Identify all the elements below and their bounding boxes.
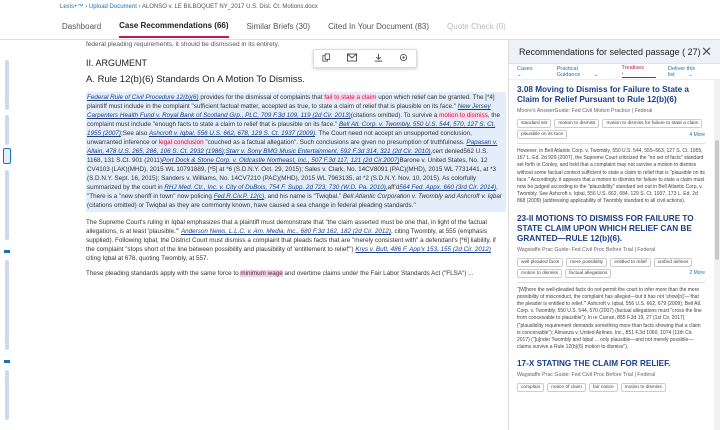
tab-quote-check: Quote Check (0) — [447, 22, 506, 31]
panel-header — [509, 40, 720, 64]
passage-text: (citations omitted) or Twiqbal as they are commonly known, have caused a sea change in federal pleading standards." — [87, 202, 416, 209]
result-title[interactable]: 23-II MOTIONS TO DISMISS FOR FAILURE TO STATE CLAIM UPON WHICH RELIEF CAN BE GRANTED—RULE 12(b)(6). — [517, 213, 694, 243]
minimap-segment[interactable] — [5, 60, 9, 110]
deliver-list-button[interactable]: Deliver this list ⌄ — [667, 65, 696, 78]
citation-link[interactable]: Bell Atl. Corp. v. Twombly, 550 U.S. 544, 570, 127 S. Ct. 1955 (2007) — [87, 121, 496, 137]
close-icon[interactable]: ✕ — [701, 44, 712, 59]
panel-title: Recommendations for selected passage ( 27) — [519, 46, 701, 57]
minimap-current-position[interactable] — [3, 148, 11, 164]
result-tags — [517, 119, 705, 139]
doc-paragraph[interactable] — [86, 269, 506, 278]
tag-chip[interactable]: motion to dismiss for failure to state a claim — [602, 119, 702, 128]
passage-text: (citations omitted). To survive a — [350, 112, 440, 119]
minimap-marker[interactable] — [4, 360, 10, 363]
passage-text: provides for the dismissal of complaints that — [198, 94, 325, 101]
highlighted-term[interactable]: legal conclusion — [158, 139, 204, 146]
scrollbar-thumb[interactable] — [715, 140, 719, 260]
recommendations-panel — [508, 40, 720, 430]
minimap-segment[interactable] — [5, 170, 9, 240]
passage-text: Bell Atlantic Corporation v. Twombly and Ashcroft v. Iqbal — [342, 193, 502, 200]
citation-link[interactable]: Papasan v. Allain, 478 U.S. 265, 286, 106 S. Ct. 2932 (1986) — [87, 139, 498, 155]
settings-icon[interactable] — [399, 53, 408, 64]
highlighted-term[interactable]: fail to state a claim — [324, 94, 377, 101]
doc-section-heading: II. ARGUMENT — [86, 58, 148, 68]
highlighted-term[interactable]: minimum wage — [240, 270, 283, 277]
passage-text: ,aff'd — [385, 184, 400, 191]
tab-cited-in-your-document[interactable]: Cited In Your Document (83) — [328, 22, 430, 31]
tag-chip[interactable]: complain — [517, 383, 544, 392]
passage-text: upon which relief can be granted. The [*4] plaintiff must include in the complaint "sufficient factual matter, accepted as true, to state a claim of relief that is plausible on its face." — [87, 94, 495, 110]
selected-passage[interactable] — [86, 92, 506, 212]
paragraph-text: The Supreme Court's ruling in Iqbal emphasizes that a plaintiff must demonstrate that "the claim asserted must be one that, in light of the factual allegations, is at least 'plausible.'" — [86, 219, 487, 235]
document-minimap[interactable] — [0, 40, 14, 430]
breadcrumb-separator: › — [138, 4, 142, 10]
passage-text: ;See also — [120, 130, 149, 137]
more-tags-link[interactable]: 2 More — [689, 270, 705, 277]
tab-bar — [0, 14, 720, 40]
citation-link[interactable]: Federal Rule of Civil Procedure 12(b)(6) — [87, 94, 199, 101]
results-list — [509, 80, 713, 430]
doc-paragraph[interactable] — [86, 218, 506, 263]
email-icon[interactable] — [347, 53, 357, 64]
nav-practical-guidance[interactable]: Practical Guidance ⌄ — [556, 65, 599, 78]
tag-chip[interactable]: factual allegations — [565, 269, 611, 278]
minimap-segment[interactable] — [5, 260, 9, 350]
divider — [517, 143, 705, 144]
result-title[interactable]: 3.08 Moving to Dismiss for Failure to State a Claim for Relief Pursuant to Rule 12(b)(6) — [517, 85, 689, 104]
paragraph-text: , citing Twombly, at 555 (emphasis supplied). Following Iqbal, the District Court must dismiss a complaint that pleads facts that are "merely consistent with" a defendant's [*6] liability, if the complaint "stops short of the line between possibility and plausibility of 'entitlement to relief'") — [86, 228, 496, 253]
tag-chip[interactable]: plausible on its face — [517, 130, 567, 139]
breadcrumb — [0, 0, 720, 14]
highlighted-term[interactable]: motion to dismiss — [439, 112, 488, 119]
breadcrumb-upload-document[interactable]: Upload Document — [88, 4, 137, 10]
minimap-segment[interactable] — [5, 115, 9, 145]
more-tags-link[interactable]: 4 More — [689, 131, 705, 138]
result-source: Moore's AnswerGuide: Fed Civil Motion Practice | Federal — [517, 108, 653, 114]
tag-chip[interactable]: standard set — [517, 119, 551, 128]
passage-text: Barone v. United States, No. 12 CV4103 (LAK)(MHD), 2015 WL 10791889, [*5] at *6 (S.D.N.Y. Oct. 29, 2015); Sales v. Clark, No. 14CV8091 (PAC)(MHD), 2015 WL 7731441, at *3 (S.D.N.Y. Sept. 16, 2015); Sanders v. Williams, No. 14CV7210 (PAC)(MHD), 2015 WL 7963135, at *2 (S.D.N.Y. Nov. 10, 2015). As colorfully summarized by the court in — [87, 157, 497, 191]
divider — [517, 282, 705, 283]
deliver-list-label: Deliver this list — [667, 65, 696, 78]
paragraph-text: citing Iqbal at 678, quoting Twombly, at 557. — [86, 255, 209, 262]
passage-text: "couched as a factual allegation". Such conclusions are given no presumption of truthfulness. — [203, 139, 467, 146]
minimap-segment[interactable] — [5, 370, 9, 420]
result-title[interactable]: 17-X STATING THE CLAIM FOR RELIEF. — [517, 359, 671, 369]
nav-treatises[interactable]: Treatises › — [622, 65, 656, 78]
citation-link[interactable]: Port Dock & Stone Corp. v. Oldcastle Northeast, Inc., 507 F.3d 117, 121 (2d Cir.2007) — [162, 157, 400, 164]
breadcrumb-separator: › — [85, 4, 89, 10]
result-item — [517, 214, 705, 352]
tag-chip[interactable]: mere possibility — [566, 258, 607, 267]
tag-chip[interactable]: fair notice — [589, 383, 618, 392]
passage-text: , the complaint must include "enough facts to state a claim to relief that is plausible on its face." — [87, 112, 501, 128]
nav-practical-guidance-label: Practical Guidance — [556, 65, 581, 78]
doc-subheading: A. Rule 12(b)(6) Standards On A Motion To Dismiss. — [86, 74, 305, 85]
passage-text: , and his name is "Twiqbal." — [264, 193, 343, 200]
result-tags — [517, 258, 705, 278]
result-source: Wagstaffe Prac Guide: Fed Civil Proc Before Trial | Federal — [517, 246, 656, 253]
tag-chip[interactable]: well pleaded facts — [517, 258, 563, 267]
nav-cases[interactable]: Cases ⌄ — [517, 65, 533, 78]
paragraph-text: These pleading standards apply with the same force to — [86, 270, 241, 277]
tag-chip[interactable]: motion to dismiss — [554, 119, 599, 128]
result-source: Wagstaffe Prac Guide: Fed Civil Proc Before Trial | Federal — [517, 372, 656, 379]
breadcrumb-root[interactable]: Lexis+™ — [60, 4, 84, 10]
download-icon[interactable] — [374, 53, 383, 64]
result-snippet: "[W]here the well-pleaded facts do not permit the court to infer more than the mere possibility of misconduct, the complaint has alleged—but it has not 'show[n]'—'that the pleader is entitled to relief.'" Ashcroft v. Iqbal, 556 U.S. 662, 679 (2009); Bell Atl. Corp. v. Twombly, 550 U.S. 544, 570 (2007) (factual allegations must "cross the line from conceivable to plausible"); In re Curran, 855 F.3d 19, 27 (1st Cir. 2017) ("plausibility requirement demands something more than facts showing that a claim is conceivable"); Almanza v. United Airlines, Inc., 851 F.3d 1060, 1074 (11th Cir. 2017) ("[u]nder Twombly and Iqbal ... only plausible—and not merely possible—claims survive a Rule 12(b)(6) motion to dismiss"). — [517, 286, 702, 351]
nav-cases-label: Cases — [517, 65, 533, 72]
tag-chip[interactable]: notice of claim — [547, 383, 586, 392]
tag-chip[interactable]: entitled to relief — [610, 258, 651, 267]
tag-chip[interactable]: unified airlines — [654, 258, 693, 267]
selection-toolbar — [313, 49, 417, 68]
citation-link[interactable]: Fed.R.Civ.P. 12(c) — [213, 193, 265, 200]
tab-dashboard[interactable]: Dashboard — [62, 22, 102, 31]
citation-link[interactable]: RHJ Med. Ctr., Inc. v. City of DuBois, 754 F. Supp. 2d 723, 730 (W.D. Pa. 2010) — [164, 184, 386, 191]
passage-text: , "There is a "new sheriff in town" now policing — [87, 184, 498, 200]
tab-similar-briefs[interactable]: Similar Briefs (30) — [246, 22, 311, 31]
copy-icon[interactable] — [322, 53, 331, 64]
citation-link[interactable]: Ashcroft v. Iqbal, 556 U.S. 662, 678, 129 S. Ct. 1937 (2009) — [148, 130, 316, 137]
citation-link[interactable]: Krys v. Butt, 486 F. App'x 153, 155 (2d Cir. 2012) — [355, 246, 491, 253]
citation-link[interactable]: Anderson News, L.L.C. v. Am. Media, Inc., 680 F.3d 162, 182 (2d Cir. 2012) — [180, 228, 391, 235]
nav-treatises-label: Treatises — [621, 65, 644, 71]
passage-text: ; — [223, 148, 226, 155]
citation-link[interactable]: New Jersey Carpenters Health Fund v. Royal Bank of Scotland Grp., PLC, 709 F.3d 109, 119 (2d Cir. 2013) — [87, 103, 491, 119]
passage-text: ,cert denied562 U.S. 1168, 131 S.Ct. 901 (2011) — [87, 148, 489, 164]
doc-intro-text: federal pleading requirements, it should be dismissed in its entirety. — [86, 41, 280, 48]
citation-link[interactable]: Starr v. Sony BMG Music Entertainment, 592 F.3d 314, 321 (2d Cir. 2010) — [225, 148, 431, 155]
citation-link[interactable]: 564 Fed. Appx. 660 (3rd Cir. 2014) — [399, 184, 497, 191]
result-item — [517, 85, 705, 206]
result-tags — [517, 383, 705, 392]
minimap-marker[interactable] — [4, 250, 10, 253]
passage-text: . The Court need not accept an unsupported conclusion, unwarranted inference or — [87, 130, 472, 146]
paragraph-text: and overtime claims under the Fair Labor Standards Act ("FLSA") ... — [282, 270, 474, 277]
tag-chip[interactable]: motion to dismiss — [621, 383, 666, 392]
panel-scrollbar[interactable] — [714, 80, 720, 430]
panel-nav — [509, 64, 720, 80]
tab-case-recommendations[interactable]: Case Recommendations (66) — [119, 15, 228, 38]
result-snippet: However, in Bell Atlantic Corp. v. Twombly, 550 U.S. 544, 555–563, 127 S. Ct. 1955, 167 L. Ed. 2d 929 (2007), the Supreme Court criticized the "no set of facts" standard set forth in Conley, and held that a complaint may not survive a motion to dismiss without some factual context sufficient to state a claim to relief that is "plausible on its face." Accordingly, it appears that a motion to dismiss for failure to state a claim must now be judged according to the "plausibility" standard set out in Bell Atlantic Corp. v. Twombly. See Ashcroft v. Iqbal, 556 U.S. 662, 684, 129 S. Ct. 1937, 173 L. Ed. 2d 868 (2009) (addressing applicability of Twombly standard to all civil actions). — [517, 148, 705, 205]
breadcrumb-current: ALONSO v. LE BILBOQUET NY_2017 U.S. Dist. Ct. Motions.docx — [141, 4, 318, 10]
result-item — [517, 359, 705, 392]
document-viewer — [86, 40, 506, 430]
tag-chip[interactable]: motion to dismiss — [517, 269, 562, 278]
